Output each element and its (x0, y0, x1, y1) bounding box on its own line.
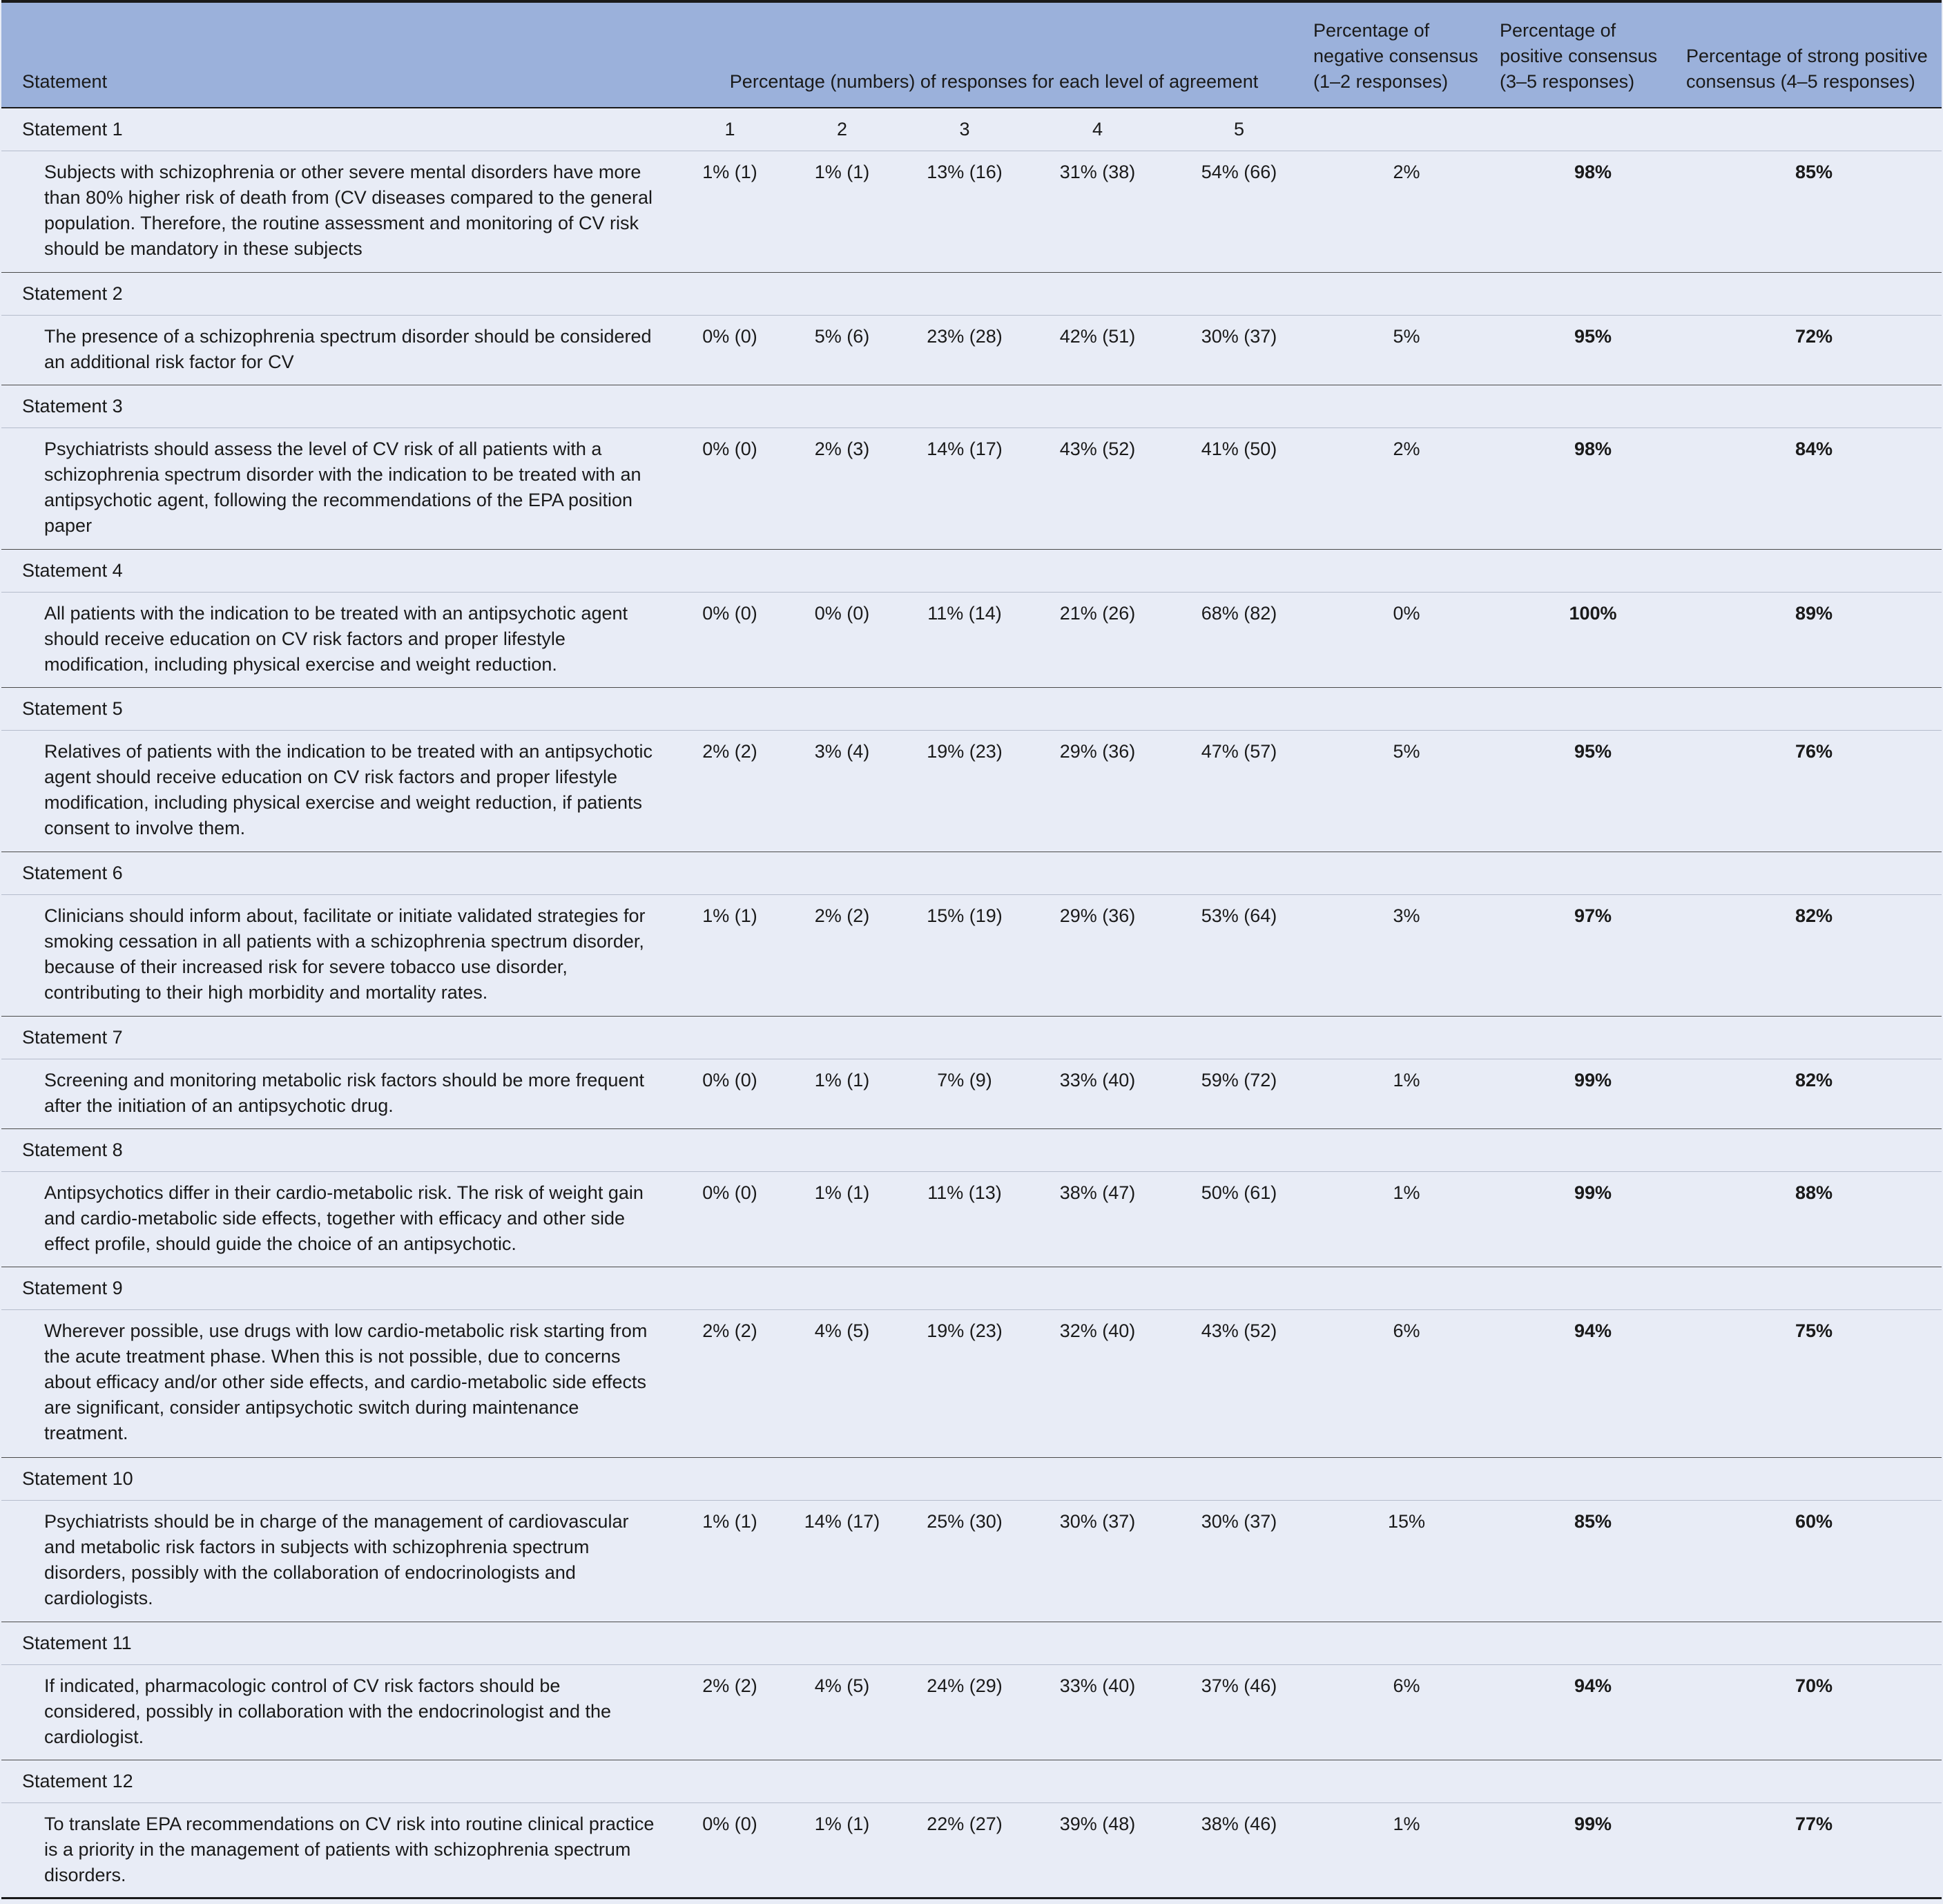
response-level-5-cell: 68% (82) (1165, 593, 1313, 688)
empty-cell (1500, 1622, 1686, 1665)
strong-positive-consensus-cell: 76% (1686, 731, 1942, 852)
table-header-row (1, 1, 1942, 108)
empty-cell (1165, 1267, 1313, 1310)
empty-cell (1686, 852, 1942, 895)
statement-title: Statement 11 (1, 1622, 675, 1665)
statement-title-row (1, 1267, 1942, 1310)
statement-title: Statement 12 (1, 1760, 675, 1803)
strong-positive-consensus-cell: 84% (1686, 428, 1942, 550)
empty-cell (899, 1017, 1030, 1059)
response-level-5-cell: 43% (52) (1165, 1310, 1313, 1458)
empty-cell (1686, 1622, 1942, 1665)
empty-cell (1165, 550, 1313, 593)
strong-positive-consensus-cell: 85% (1686, 151, 1942, 273)
strong-positive-consensus-cell: 82% (1686, 1059, 1942, 1129)
empty-cell (675, 1622, 785, 1665)
statement-title-row (1, 1760, 1942, 1803)
statement-text: The presence of a schizophrenia spectrum disorder should be considered an additional risk factor for CV (1, 316, 675, 385)
statement-title: Statement 5 (1, 688, 675, 731)
statement-title-row (1, 1129, 1942, 1172)
statement-title: Statement 3 (1, 385, 675, 428)
statement-row (1, 1803, 1942, 1898)
empty-cell (1686, 688, 1942, 731)
empty-cell (1313, 1458, 1500, 1501)
response-level-1-cell: 0% (0) (675, 1172, 785, 1267)
response-level-5-cell: 30% (37) (1165, 1501, 1313, 1622)
statement-text: Relatives of patients with the indication to be treated with an antipsychotic agent should receive education on CV risk factors and proper lifestyle modification, including physical exercise and weight reduction, if patients consent to involve them. (1, 731, 675, 852)
response-level-1-cell: 1% (1) (675, 1501, 785, 1622)
response-level-5-cell: 53% (64) (1165, 895, 1313, 1017)
empty-cell (675, 688, 785, 731)
empty-cell (1165, 1017, 1313, 1059)
response-level-3-cell: 14% (17) (899, 428, 1030, 550)
statement-row (1, 1665, 1942, 1760)
statement-title-row (1, 385, 1942, 428)
empty-cell (785, 273, 899, 316)
empty-cell (899, 273, 1030, 316)
header-positive-consensus: Percentage of positive consensus (3–5 responses) (1500, 1, 1686, 108)
header-statement: Statement (1, 1, 675, 108)
response-level-2-cell: 1% (1) (785, 1172, 899, 1267)
empty-cell (675, 1267, 785, 1310)
statement-title-row (1, 1017, 1942, 1059)
empty-cell (1686, 1760, 1942, 1803)
response-level-1-cell: 0% (0) (675, 428, 785, 550)
empty-cell (1500, 385, 1686, 428)
negative-consensus-cell: 1% (1313, 1803, 1500, 1898)
empty-cell (1686, 1129, 1942, 1172)
response-level-2-cell: 0% (0) (785, 593, 899, 688)
empty-cell (1686, 385, 1942, 428)
empty-cell (1500, 550, 1686, 593)
statement-row (1, 1172, 1942, 1267)
header-strong-positive-consensus: Percentage of strong positive consensus (4–5 responses) (1686, 1, 1942, 108)
empty-cell (675, 1129, 785, 1172)
positive-consensus-cell: 98% (1500, 151, 1686, 273)
empty-cell (1686, 273, 1942, 316)
empty-cell (1165, 1458, 1313, 1501)
consensus-table (1, 0, 1942, 1899)
response-level-5-cell: 54% (66) (1165, 151, 1313, 273)
empty-cell (675, 1760, 785, 1803)
response-level-2-cell: 3% (4) (785, 731, 899, 852)
response-level-1-cell: 1% (1) (675, 895, 785, 1017)
response-level-2-cell: 4% (5) (785, 1310, 899, 1458)
statement-title: Statement 7 (1, 1017, 675, 1059)
empty-cell (1500, 852, 1686, 895)
response-level-3-cell: 24% (29) (899, 1665, 1030, 1760)
statement-title-row (1, 1622, 1942, 1665)
empty-cell (1500, 1760, 1686, 1803)
empty-cell (675, 852, 785, 895)
empty-cell (1500, 108, 1686, 151)
empty-cell (785, 385, 899, 428)
empty-cell (785, 1017, 899, 1059)
empty-cell (1313, 688, 1500, 731)
response-level-2-cell: 1% (1) (785, 151, 899, 273)
empty-cell (899, 1622, 1030, 1665)
statement-text: Antipsychotics differ in their cardio-metabolic risk. The risk of weight gain and cardio-metabolic side effects, together with efficacy and other side effect profile, should guide the choice of an antipsychotic. (1, 1172, 675, 1267)
response-level-4-cell: 21% (26) (1030, 593, 1165, 688)
empty-cell (1686, 1267, 1942, 1310)
empty-cell (1500, 688, 1686, 731)
empty-cell (785, 1129, 899, 1172)
response-level-3-cell: 11% (13) (899, 1172, 1030, 1267)
statement-row (1, 316, 1942, 385)
empty-cell (1313, 550, 1500, 593)
empty-cell (1030, 273, 1165, 316)
positive-consensus-cell: 94% (1500, 1665, 1686, 1760)
empty-cell (675, 1017, 785, 1059)
response-level-1-cell: 0% (0) (675, 1803, 785, 1898)
negative-consensus-cell: 6% (1313, 1310, 1500, 1458)
statement-text: If indicated, pharmacologic control of CV risk factors should be considered, possibly in collaboration with the endocrinologist and the cardiologist. (1, 1665, 675, 1760)
response-level-1-cell: 1% (1) (675, 151, 785, 273)
empty-cell (899, 385, 1030, 428)
response-level-4-cell: 30% (37) (1030, 1501, 1165, 1622)
statement-text: Psychiatrists should be in charge of the management of cardiovascular and metabolic risk factors in subjects with schizophrenia spectrum disorders, possibly with the collaboration of endocrinologists and cardiologists. (1, 1501, 675, 1622)
statement-title: Statement 8 (1, 1129, 675, 1172)
negative-consensus-cell: 5% (1313, 316, 1500, 385)
empty-cell (1313, 1267, 1500, 1310)
statement-text: Screening and monitoring metabolic risk factors should be more frequent after the initiation of an antipsychotic drug. (1, 1059, 675, 1129)
empty-cell (785, 1267, 899, 1310)
statement-row (1, 731, 1942, 852)
response-level-4-cell: 39% (48) (1030, 1803, 1165, 1898)
response-level-3-cell: 13% (16) (899, 151, 1030, 273)
response-level-1-cell: 0% (0) (675, 593, 785, 688)
agreement-level-label: 4 (1030, 108, 1165, 151)
statement-title-row (1, 688, 1942, 731)
statement-row (1, 1310, 1942, 1458)
empty-cell (1030, 1129, 1165, 1172)
empty-cell (1165, 385, 1313, 428)
empty-cell (1030, 1622, 1165, 1665)
empty-cell (899, 1267, 1030, 1310)
empty-cell (1686, 1017, 1942, 1059)
response-level-5-cell: 47% (57) (1165, 731, 1313, 852)
empty-cell (1313, 1129, 1500, 1172)
agreement-level-label: 5 (1165, 108, 1313, 151)
empty-cell (1030, 385, 1165, 428)
negative-consensus-cell: 1% (1313, 1059, 1500, 1129)
response-level-2-cell: 14% (17) (785, 1501, 899, 1622)
positive-consensus-cell: 99% (1500, 1172, 1686, 1267)
response-level-4-cell: 32% (40) (1030, 1310, 1165, 1458)
negative-consensus-cell: 0% (1313, 593, 1500, 688)
empty-cell (1030, 1267, 1165, 1310)
statement-text: To translate EPA recommendations on CV risk into routine clinical practice is a priority in the management of patients with schizophrenia spectrum disorders. (1, 1803, 675, 1898)
statement-text: Wherever possible, use drugs with low cardio-metabolic risk starting from the acute treatment phase. When this is not possible, due to concerns about efficacy and/or other side effects, and cardio-metabolic side effects are significant, consider antipsychotic switch during maintenance treatment. (1, 1310, 675, 1458)
response-level-4-cell: 33% (40) (1030, 1059, 1165, 1129)
empty-cell (1686, 1458, 1942, 1501)
empty-cell (1313, 385, 1500, 428)
statement-title: Statement 4 (1, 550, 675, 593)
empty-cell (1500, 273, 1686, 316)
strong-positive-consensus-cell: 88% (1686, 1172, 1942, 1267)
empty-cell (899, 688, 1030, 731)
negative-consensus-cell: 15% (1313, 1501, 1500, 1622)
empty-cell (785, 1760, 899, 1803)
strong-positive-consensus-cell: 89% (1686, 593, 1942, 688)
strong-positive-consensus-cell: 60% (1686, 1501, 1942, 1622)
statement-row (1, 593, 1942, 688)
statement-title: Statement 9 (1, 1267, 675, 1310)
empty-cell (899, 550, 1030, 593)
header-negative-consensus: Percentage of negative consensus (1–2 responses) (1313, 1, 1500, 108)
empty-cell (1313, 1760, 1500, 1803)
empty-cell (1686, 550, 1942, 593)
empty-cell (1030, 688, 1165, 731)
response-level-4-cell: 29% (36) (1030, 731, 1165, 852)
strong-positive-consensus-cell: 82% (1686, 895, 1942, 1017)
empty-cell (1313, 1622, 1500, 1665)
statement-title: Statement 1 (1, 108, 675, 151)
empty-cell (1313, 1017, 1500, 1059)
statement-row (1, 1059, 1942, 1129)
statement-row (1, 151, 1942, 273)
empty-cell (1030, 1017, 1165, 1059)
response-level-4-cell: 29% (36) (1030, 895, 1165, 1017)
response-level-2-cell: 1% (1) (785, 1059, 899, 1129)
positive-consensus-cell: 97% (1500, 895, 1686, 1017)
empty-cell (899, 1129, 1030, 1172)
empty-cell (1165, 273, 1313, 316)
empty-cell (899, 852, 1030, 895)
response-level-1-cell: 2% (2) (675, 731, 785, 852)
agreement-level-label: 3 (899, 108, 1030, 151)
response-level-5-cell: 59% (72) (1165, 1059, 1313, 1129)
response-level-5-cell: 41% (50) (1165, 428, 1313, 550)
positive-consensus-cell: 95% (1500, 731, 1686, 852)
response-level-4-cell: 38% (47) (1030, 1172, 1165, 1267)
response-level-1-cell: 0% (0) (675, 1059, 785, 1129)
statement-row (1, 428, 1942, 550)
strong-positive-consensus-cell: 75% (1686, 1310, 1942, 1458)
response-level-4-cell: 42% (51) (1030, 316, 1165, 385)
empty-cell (1030, 1760, 1165, 1803)
empty-cell (1165, 1129, 1313, 1172)
positive-consensus-cell: 98% (1500, 428, 1686, 550)
response-level-2-cell: 2% (2) (785, 895, 899, 1017)
header-agreement-levels: Percentage (numbers) of responses for each level of agreement (675, 1, 1313, 108)
statement-title: Statement 6 (1, 852, 675, 895)
strong-positive-consensus-cell: 72% (1686, 316, 1942, 385)
empty-cell (899, 1760, 1030, 1803)
negative-consensus-cell: 5% (1313, 731, 1500, 852)
response-level-3-cell: 23% (28) (899, 316, 1030, 385)
empty-cell (785, 550, 899, 593)
empty-cell (785, 852, 899, 895)
empty-cell (899, 1458, 1030, 1501)
statement-title-row (1, 852, 1942, 895)
positive-consensus-cell: 94% (1500, 1310, 1686, 1458)
response-level-5-cell: 37% (46) (1165, 1665, 1313, 1760)
empty-cell (1686, 108, 1942, 151)
response-level-4-cell: 33% (40) (1030, 1665, 1165, 1760)
empty-cell (785, 1458, 899, 1501)
statement-title-row (1, 1458, 1942, 1501)
response-level-3-cell: 15% (19) (899, 895, 1030, 1017)
statement-row (1, 1501, 1942, 1622)
empty-cell (1030, 550, 1165, 593)
strong-positive-consensus-cell: 77% (1686, 1803, 1942, 1898)
response-level-1-cell: 2% (2) (675, 1665, 785, 1760)
negative-consensus-cell: 6% (1313, 1665, 1500, 1760)
agreement-level-label: 2 (785, 108, 899, 151)
empty-cell (1500, 1267, 1686, 1310)
empty-cell (1500, 1458, 1686, 1501)
response-level-5-cell: 30% (37) (1165, 316, 1313, 385)
statement-text: Subjects with schizophrenia or other severe mental disorders have more than 80% higher risk of death from (CV diseases compared to the general population. Therefore, the routine assessment and monitoring of CV risk should be mandatory in these subjects (1, 151, 675, 273)
empty-cell (1313, 273, 1500, 316)
negative-consensus-cell: 2% (1313, 428, 1500, 550)
empty-cell (785, 688, 899, 731)
response-level-2-cell: 2% (3) (785, 428, 899, 550)
empty-cell (675, 1458, 785, 1501)
response-level-4-cell: 43% (52) (1030, 428, 1165, 550)
statement-text: All patients with the indication to be treated with an antipsychotic agent should receive education on CV risk factors and proper lifestyle modification, including physical exercise and weight reduction. (1, 593, 675, 688)
statement-row (1, 895, 1942, 1017)
statement-title-row (1, 108, 1942, 151)
response-level-5-cell: 38% (46) (1165, 1803, 1313, 1898)
empty-cell (675, 550, 785, 593)
empty-cell (1500, 1129, 1686, 1172)
empty-cell (1165, 852, 1313, 895)
strong-positive-consensus-cell: 70% (1686, 1665, 1942, 1760)
statement-text: Psychiatrists should assess the level of CV risk of all patients with a schizophrenia spectrum disorder with the indication to be treated with an antipsychotic agent, following the recommendations of the EPA position paper (1, 428, 675, 550)
response-level-1-cell: 0% (0) (675, 316, 785, 385)
positive-consensus-cell: 99% (1500, 1059, 1686, 1129)
response-level-1-cell: 2% (2) (675, 1310, 785, 1458)
negative-consensus-cell: 3% (1313, 895, 1500, 1017)
table-body (1, 108, 1942, 1898)
empty-cell (675, 385, 785, 428)
agreement-level-label: 1 (675, 108, 785, 151)
positive-consensus-cell: 99% (1500, 1803, 1686, 1898)
response-level-2-cell: 4% (5) (785, 1665, 899, 1760)
statement-title-row (1, 273, 1942, 316)
response-level-3-cell: 7% (9) (899, 1059, 1030, 1129)
positive-consensus-cell: 100% (1500, 593, 1686, 688)
response-level-3-cell: 22% (27) (899, 1803, 1030, 1898)
statement-title: Statement 10 (1, 1458, 675, 1501)
response-level-3-cell: 19% (23) (899, 1310, 1030, 1458)
positive-consensus-cell: 95% (1500, 316, 1686, 385)
response-level-5-cell: 50% (61) (1165, 1172, 1313, 1267)
empty-cell (1165, 1760, 1313, 1803)
response-level-3-cell: 25% (30) (899, 1501, 1030, 1622)
response-level-3-cell: 19% (23) (899, 731, 1030, 852)
empty-cell (785, 1622, 899, 1665)
response-level-2-cell: 5% (6) (785, 316, 899, 385)
statement-text: Clinicians should inform about, facilitate or initiate validated strategies for smoking cessation in all patients with a schizophrenia spectrum disorder, because of their increased risk for severe tobacco use disorder, contributing to their high morbidity and mortality rates. (1, 895, 675, 1017)
empty-cell (1030, 852, 1165, 895)
empty-cell (1030, 1458, 1165, 1501)
negative-consensus-cell: 1% (1313, 1172, 1500, 1267)
statement-title: Statement 2 (1, 273, 675, 316)
empty-cell (1500, 1017, 1686, 1059)
empty-cell (1313, 852, 1500, 895)
response-level-4-cell: 31% (38) (1030, 151, 1165, 273)
empty-cell (1165, 688, 1313, 731)
empty-cell (675, 273, 785, 316)
empty-cell (1165, 1622, 1313, 1665)
response-level-2-cell: 1% (1) (785, 1803, 899, 1898)
negative-consensus-cell: 2% (1313, 151, 1500, 273)
empty-cell (1313, 108, 1500, 151)
positive-consensus-cell: 85% (1500, 1501, 1686, 1622)
response-level-3-cell: 11% (14) (899, 593, 1030, 688)
statement-title-row (1, 550, 1942, 593)
